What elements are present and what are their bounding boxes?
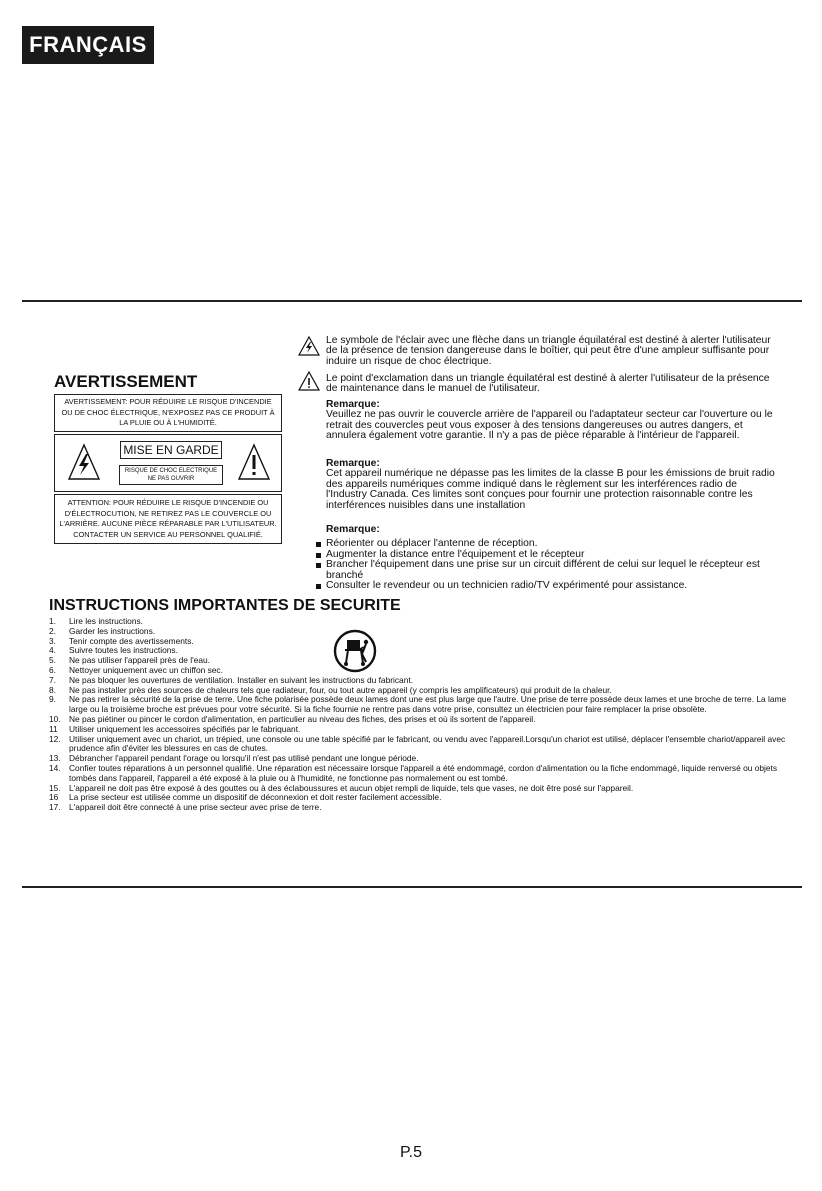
page-number: P.5 — [400, 1144, 422, 1161]
lightning-triangle-icon — [67, 443, 101, 481]
list-item: 5. Ne pas utiliser l'appareil près de l'eau. — [49, 655, 210, 666]
list-item: Brancher l'équipement dans une prise sur un circuit différent de celui sur lequel le récepteur est branché — [326, 560, 776, 581]
safety-instructions-list — [49, 617, 789, 813]
list-item: Consulter le revendeur ou un technicien radio/TV expérimenté pour assistance. — [326, 581, 776, 591]
remark-text: Veuillez ne pas ouvrir le couvercle arrière de l'appareil ou l'adaptateur secteur car l'ouverture ou le retrait des couvercles peut vous exposer à des tensions dangereuses ou autres dangers, et annulera également votre garantie. Il n'y a pas de pièce réparable à l'intérieur de l'appareil. — [326, 409, 773, 442]
list-item: 8. Ne pas installer près des sources de chaleurs tels que radiateur, four, ou tout autre appareil (y compris les amplificateurs) qui produit de la chaleur. — [49, 684, 612, 695]
list-item: 2. Garder les instructions. — [49, 625, 156, 636]
remark-title: Remarque: — [326, 458, 380, 469]
exclamation-warning-icon — [298, 371, 320, 391]
safety-title: INSTRUCTIONS IMPORTANTES DE SECURITE — [49, 597, 401, 614]
language-badge: FRANÇAIS — [22, 26, 154, 64]
list-item: 6. Nettoyer uniquement avec un chiffon sec. — [49, 664, 223, 675]
warning-box-cover: ATTENTION: POUR RÉDUIRE LE RISQUE D'INCENDIE OU D'ÉLECTROCUTION, NE RETIREZ PAS LE COUVERCLE OU L'ARRIÈRE. AUCUNE PIÈCE RÉPARABLE PAR L'UTILISATEUR. CONTACTER UN SERVICE AU PERSONNEL QUALIFIÉ. — [54, 494, 282, 544]
list-item: 7. Ne pas bloquer les ouvertures de ventilation. Installer en suivant les instructions du fabricant. — [49, 674, 414, 685]
list-item: 10. Ne pas piétiner ou pincer le cordon d'alimentation, en particulier au niveau des fiches, des prises et où ils sortent de l'appareil. — [49, 713, 536, 724]
list-item: 9. Ne pas retirer la sécurité de la prise de terre. Une fiche polarisée possède deux lames dont une est plus large que l'autre. Une prise de terre possède deux lames et une broche de terre. La lame large ou la troisième broche est prévues pour votre sécurité. Si la fiche fournie ne rentre pas dans votre prise, consultez un électricien pour faire remplacer la prise obsolète. — [49, 694, 787, 715]
list-item: 15. L'appareil ne doit pas être exposé à des gouttes ou à des éclaboussures et aucun objet rempli de liquide, tels que vases, ne doit être posé sur l'appareil. — [49, 782, 634, 793]
list-item: 13. Débrancher l'appareil pendant l'orage ou lorsqu'il n'est pas utilisé pendant une longue période. — [49, 753, 419, 764]
caution-label — [54, 434, 282, 492]
lightning-symbol-text: Le symbole de l'éclair avec une flèche dans un triangle équilatéral est destiné à alerter l'utilisateur de la présence de tension dangereuse dans le boîtier, qui peut être d'une ampleur suffisante pour induire un risque de choc électrique. — [326, 335, 771, 367]
caution-heading: MISE EN GARDE — [120, 441, 222, 459]
list-item: 17. L'appareil doit être connecté à une prise secteur avec prise de terre. — [49, 802, 322, 813]
list-item: 4. Suivre toutes les instructions. — [49, 645, 178, 656]
shock-risk-text: RISQUE DE CHOC ELECTRIQUE NE PAS OUVRIR — [119, 465, 223, 485]
list-item: 12. Utiliser uniquement avec un chariot, un trépied, une console ou une table spécifié par le fabricant, ou vendu avec l'appareil.Lorsqu'un chariot est utilisé, déplacer l'ensemble chariot/appareil avec prudence afin d'éviter les blessures en cas de chutes. — [49, 733, 786, 754]
remark-block-3 — [326, 525, 776, 591]
exclamation-triangle-icon — [237, 443, 271, 481]
list-item: 11 Utiliser uniquement les accessoires spécifiés par le fabriquant. — [49, 723, 301, 734]
remark-bullet-list — [326, 539, 776, 591]
list-item: 3. Tenir compte des avertissements. — [49, 635, 194, 646]
top-divider — [22, 300, 802, 302]
remark-title: Remarque: — [326, 524, 380, 535]
remark-title: Remarque: — [326, 399, 380, 410]
list-item: 16 La prise secteur est utilisée comme un dispositif de déconnexion et doit rester facilement accessible. — [49, 792, 442, 803]
remark-block-2 — [326, 459, 776, 511]
warning-box-moisture: AVERTISSEMENT: POUR RÉDUIRE LE RISQUE D'INCENDIE OU DE CHOC ÉLECTRIQUE, N'EXPOSEZ PAS CE PRODUIT À LA PLUIE OU À L'HUMIDITÉ. — [54, 394, 282, 432]
bottom-divider — [22, 886, 802, 888]
list-item: 1. Lire les instructions. — [49, 616, 144, 626]
remark-text: Cet appareil numérique ne dépasse pas les limites de la classe B pour les émissions de bruit radio des appareils numériques comme indiqué dans le règlement sur les interférences radio de l'Industry Canada. Ces limites sont conçues pour fournir une protection raisonnable contre les interférences nuisibles dans une installation — [326, 468, 775, 511]
remark-block-1 — [326, 400, 776, 442]
lightning-warning-icon — [298, 336, 320, 356]
exclamation-symbol-text: Le point d'exclamation dans un triangle équilatéral est destiné à alerter l'utilisateur de la présence de maintenance dans le manuel de l'utilisateur. — [326, 373, 770, 395]
list-item: 14. Confier toutes réparations à un personnel qualifié. Une réparation est nécessaire lorsque l'appareil a été endommagé, cordon d'alimentation ou la fiche endommagé, liquide renversé ou objets tombés dans l'appareil, l'appareil a été exposé à la pluie ou à l'humidité, ne fonctionne pas normalement ou est tombé. — [49, 762, 778, 783]
list-item: Augmenter la distance entre l'équipement et le récepteur — [326, 550, 776, 560]
list-item: Réorienter ou déplacer l'antenne de réception. — [326, 539, 776, 549]
warning-title: AVERTISSEMENT — [54, 372, 198, 391]
